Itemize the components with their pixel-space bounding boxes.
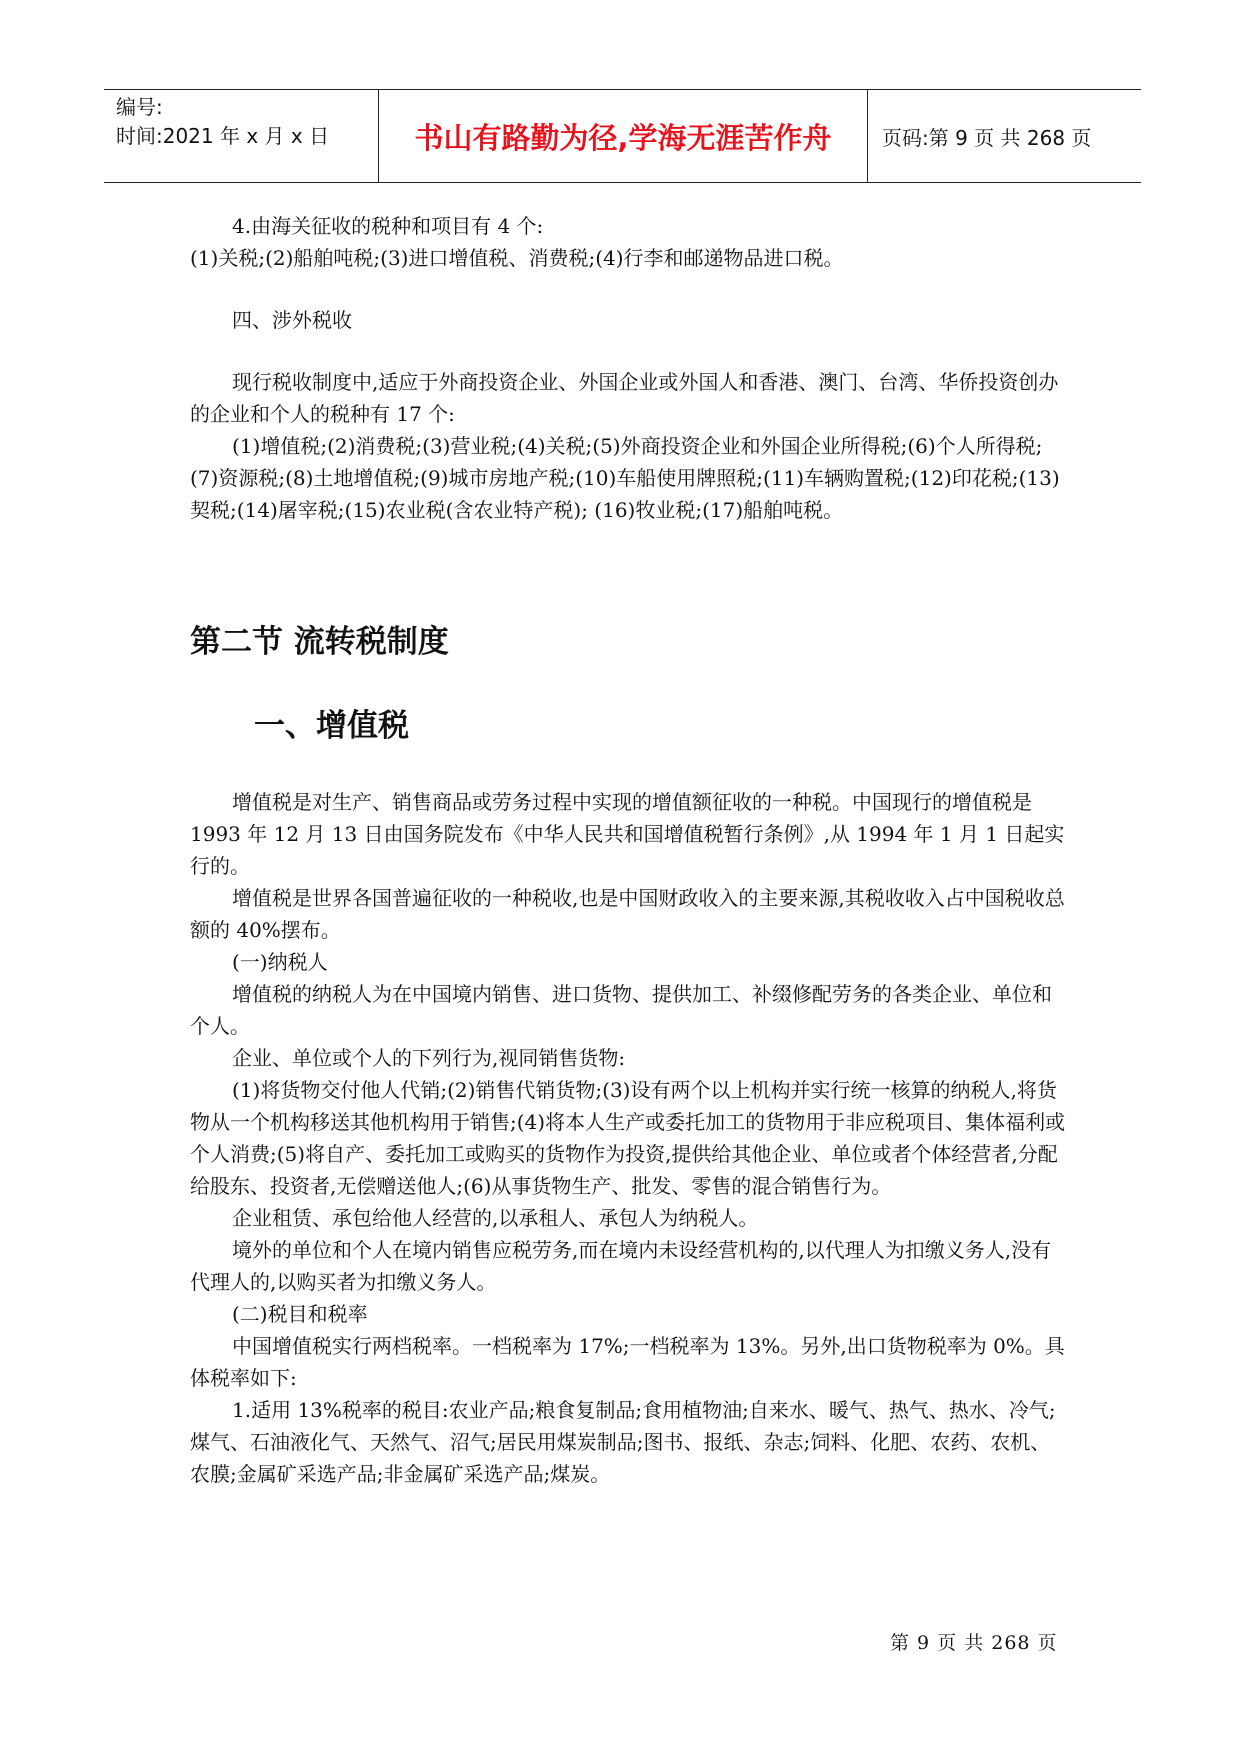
header-page-label: 页码:第 9 页 共 268 页 [882, 125, 1092, 150]
paragraph: (1)增值税;(2)消费税;(3)营业税;(4)关税;(5)外商投资企业和外国企业所得税;(6)个人所得税;(7)资源税;(8)土地增值税;(9)城市房地产税;(10)车船使用牌照税;(11)车辆购置税;(12)印花税;(13)契税;(14)屠宰税;(15)农业税(含农业特产税); (16)牧业税;(17)船舶吨税。 [190, 434, 1060, 522]
paragraph: 增值税的纳税人为在中国境内销售、进口货物、提供加工、补缀修配劳务的各类企业、单位和个人。 [190, 982, 1052, 1038]
paragraph: 4.由海关征收的税种和项目有 4 个: [232, 214, 544, 238]
paragraph: (二)税目和税率 [232, 1302, 368, 1326]
heading-foreign-tax: 四、涉外税收 [232, 308, 352, 332]
paragraph: 企业、单位或个人的下列行为,视同销售货物: [232, 1046, 626, 1070]
number-label: 编号: [116, 95, 163, 119]
page-footer: 第 9 页 共 268 页 [890, 1632, 1058, 1654]
paragraph: (1)将货物交付他人代销;(2)销售代销货物;(3)设有两个以上机构并实行统一核算的纳税人,将货物从一个机构移送其他机构用于销售;(4)将本人生产或委托加工的货物用于非应税项目、集体福利或个人消费;(5)将自产、委托加工或购买的货物作为投资,提供给其他企业、单位或者个体经营者,分配给股东、投资者,无偿赠送他人;(6)从事货物生产、批发、零售的混合销售行为。 [190, 1078, 1066, 1198]
page-header [104, 89, 1141, 183]
paragraph: 增值税是世界各国普遍征收的一种税收,也是中国财政收入的主要来源,其税收收入占中国税收总额的 40%摆布。 [190, 886, 1065, 942]
header-motto: 书山有路勤为径,学海无涯苦作舟 [379, 90, 868, 182]
paragraph: 企业租赁、承包给他人经营的,以承租人、承包人为纳税人。 [232, 1206, 759, 1230]
paragraph: 1.适用 13%税率的税目:农业产品;粮食复制品;食用植物油;自来水、暖气、热气、热水、冷气;煤气、石油液化气、天然气、沼气;居民用煤炭制品;图书、报纸、杂志;饲料、化肥、农药、农机、农膜;金属矿采选产品;非金属矿采选产品;煤炭。 [190, 1398, 1056, 1486]
section-title: 第二节 流转税制度 [190, 624, 449, 660]
document-body [190, 210, 1070, 1490]
time-label: 时间:2021 年 x 月 x 日 [116, 124, 330, 148]
paragraph: (1)关税;(2)船舶吨税;(3)进口增值税、消费税;(4)行李和邮递物品进口税。 [190, 246, 844, 270]
paragraph: 增值税是对生产、销售商品或劳务过程中实现的增值额征收的一种税。中国现行的增值税是 1993 年 12 月 13 日由国务院发布《中华人民共和国增值税暂行条例》,从 1994 年 1 月 1 日起实行的。 [190, 790, 1065, 878]
paragraph: 现行税收制度中,适应于外商投资企业、外国企业或外国人和香港、澳门、台湾、华侨投资创办的企业和个人的税种有 17 个: [190, 370, 1059, 426]
paragraph: 境外的单位和个人在境内销售应税劳务,而在境内未设经营机构的,以代理人为扣缴义务人,没有代理人的,以购买者为扣缴义务人。 [190, 1238, 1052, 1294]
paragraph: (一)纳税人 [232, 950, 328, 974]
header-meta [104, 90, 379, 182]
sub-title: 一、增值税 [254, 708, 409, 744]
paragraph: 中国增值税实行两档税率。一档税率为 17%;一档税率为 13%。另外,出口货物税率为 0%。具体税率如下: [190, 1334, 1065, 1390]
